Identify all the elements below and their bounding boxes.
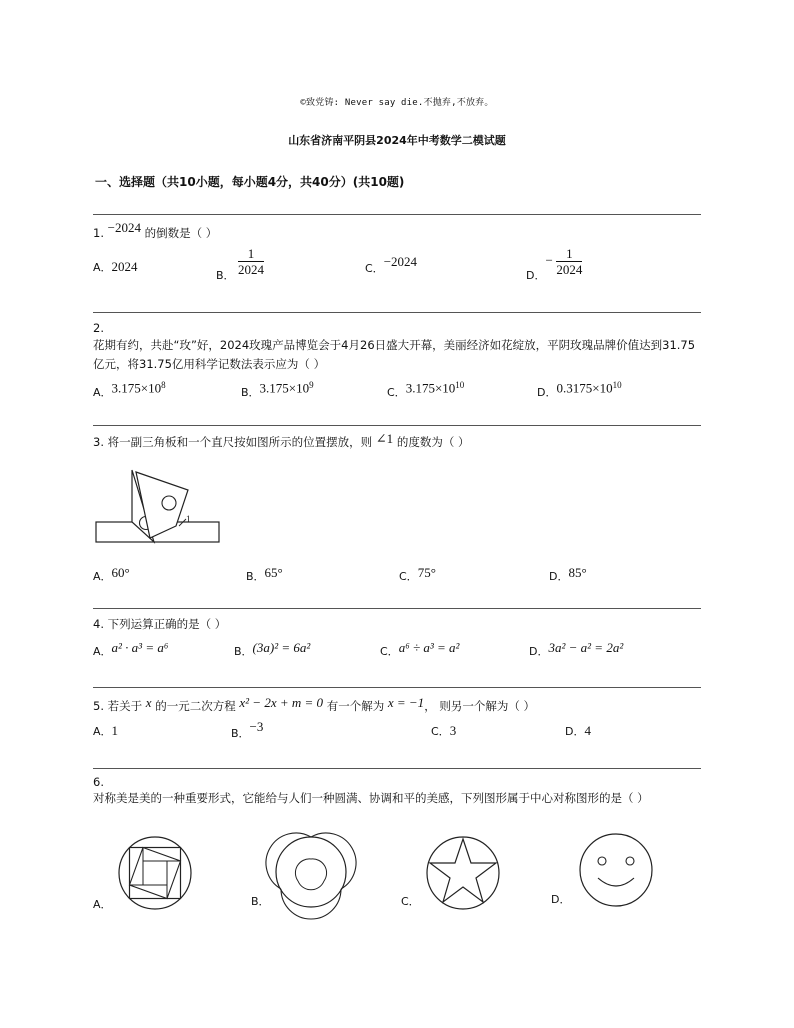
section-heading: 一、选择题（共10小题，每小题4分，共40分）(共10题) bbox=[95, 175, 405, 189]
question-3-option-a[interactable]: A．60° bbox=[93, 565, 130, 583]
question-1-option-d[interactable]: D．− $\frac{1}{2024}$ bbox=[526, 246, 583, 282]
question-5-option-a[interactable]: A．1 bbox=[93, 723, 119, 738]
angle-label: 1 bbox=[186, 514, 191, 524]
question-2-option-d[interactable]: D．$0.3175\times 10^{10}$ bbox=[537, 380, 622, 399]
divider bbox=[93, 687, 701, 688]
question-4-option-b[interactable]: B．(3a)² = 6a² bbox=[234, 640, 311, 658]
question-5-option-d[interactable]: D．4 bbox=[565, 723, 591, 738]
question-3-option-d[interactable]: D．85° bbox=[549, 565, 587, 583]
divider bbox=[93, 312, 701, 313]
option-c-figure bbox=[423, 833, 503, 913]
star-icon bbox=[430, 839, 496, 902]
question-2-option-c[interactable]: C．$3.175\times 10^{10}$ bbox=[387, 380, 465, 399]
divider bbox=[93, 768, 701, 769]
question-6-number: 6. bbox=[93, 775, 104, 789]
question-1-option-b[interactable]: B． $\frac{1}{2024}$ bbox=[216, 246, 265, 282]
question-4-stem: 4. 下列运算正确的是（ ） bbox=[93, 617, 227, 631]
question-2-option-a[interactable]: A．$3.175\times 10^8$ bbox=[93, 380, 166, 399]
option-d-figure bbox=[576, 830, 656, 910]
question-2-number: 2. bbox=[93, 321, 104, 335]
question-2-option-b[interactable]: B．$3.175\times 10^9$ bbox=[241, 380, 314, 399]
question-4-option-c[interactable]: C．a⁶ ÷ a³ = a² bbox=[380, 640, 460, 658]
fraction: $\frac{1}{2024}$ bbox=[556, 246, 583, 277]
question-5-option-b[interactable]: B．−3 bbox=[231, 719, 264, 740]
question-5-option-c[interactable]: C．3 bbox=[431, 723, 457, 738]
eye-icon bbox=[598, 857, 606, 865]
divider bbox=[93, 425, 701, 426]
divider bbox=[93, 214, 701, 215]
question-6-stem: 对称美是美的一种重要形式，它能给与人们一种圆满、协调和平的美感，下列图形属于中心对称图形的是（ ） bbox=[93, 791, 649, 805]
question-5-stem: 5. 若关于 x 的一元二次方程 x² − 2x + m = 0 有一个解为 x = −1， 则另一个解为（ ） bbox=[93, 695, 535, 713]
fraction: $\frac{1}{2024}$ bbox=[238, 246, 265, 277]
smile-icon bbox=[598, 878, 634, 886]
motto: ©致党铸: Never say die.不抛弃,不放弃。 bbox=[300, 98, 494, 108]
question-2-stem: 花期有约，共赴“玫”好，2024玫瑰产品博览会于4月26日盛大开幕，美丽经济如花绽放，平阴玫瑰品牌价值达到31.75亿元，将31.75亿用科学记数法表示应为（ ） bbox=[93, 338, 696, 371]
question-1-stem: 1. −2024 的倒数是（ ） bbox=[93, 220, 218, 240]
question-3-option-c[interactable]: C．75° bbox=[399, 565, 436, 583]
page-title: 山东省济南平阴县2024年中考数学二模试题 bbox=[288, 134, 506, 147]
eye-icon bbox=[626, 857, 634, 865]
question-3-option-b[interactable]: B．65° bbox=[246, 565, 283, 583]
question-4-option-a[interactable]: A．a² · a³ = a⁶ bbox=[93, 640, 169, 658]
question-3-stem: 3. 将一副三角板和一个直尺按如图所示的位置摆放，则 ∠1 的度数为（ ） bbox=[93, 431, 470, 449]
question-6-option-b[interactable]: B． bbox=[251, 895, 270, 908]
ruler-triangle-figure bbox=[90, 462, 225, 548]
option-a-figure bbox=[115, 833, 195, 913]
question-6-option-c[interactable]: C． bbox=[401, 895, 420, 908]
question-1-option-a[interactable]: A．2024 bbox=[93, 259, 138, 274]
divider bbox=[93, 608, 701, 609]
question-1-option-c[interactable]: C．−2024 bbox=[365, 254, 418, 275]
option-b-figure bbox=[272, 833, 350, 911]
question-6-option-a[interactable]: A． bbox=[93, 898, 112, 911]
question-4-option-d[interactable]: D．3a² − a² = 2a² bbox=[529, 640, 624, 658]
question-6-option-d[interactable]: D． bbox=[551, 893, 571, 906]
